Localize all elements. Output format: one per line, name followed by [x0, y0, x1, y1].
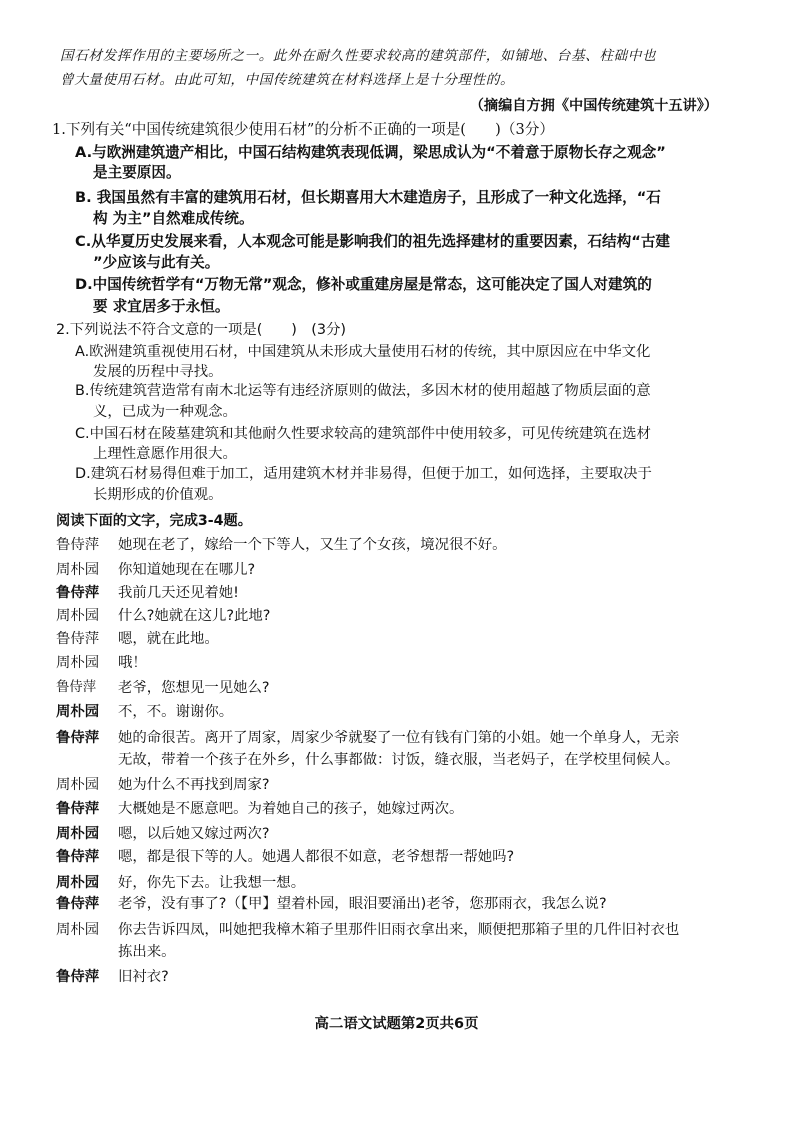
dialogue-line: 嗯，都是很下等的人。她遇人都很不如意，老爷想帮一帮她吗? [118, 849, 515, 865]
source-citation: （摘编自方拥《中国传统建筑十五讲》） [469, 98, 718, 114]
speaker-label: 周朴园 [56, 922, 100, 938]
question-2-option-d: 长期形成的价值观。 [93, 487, 223, 503]
speaker-label: 鲁侍萍 [56, 849, 100, 865]
dialogue-line: 不，不。谢谢你。 [118, 704, 234, 720]
speaker-label: 鲁侍萍 [56, 631, 100, 647]
question-1-option-a: 是主要原因。 [93, 164, 181, 181]
speaker-label: 鲁侍萍 [56, 680, 97, 695]
dialogue-line: 她的命很苦。离开了周家，周家少爷就娶了一位有钱有门第的小姐。她一个单身人，无亲 [118, 730, 680, 746]
dialogue-line: 什么?她就在这儿?此地? [118, 608, 271, 624]
dialogue-line: 无故，带着一个孩子在外乡，什么事都做：讨饭，缝衣服，当老妈子，在学校里伺候人。 [118, 752, 680, 768]
speaker-label: 鲁侍萍 [56, 537, 100, 553]
question-2-option-b: B.传统建筑营造常有南木北运等有违经济原则的做法，多因木材的使用超越了物质层面的意 [75, 383, 651, 399]
question-2-option-c: 上理性意愿作用很大。 [93, 446, 237, 462]
speaker-label: 鲁侍萍 [56, 896, 100, 912]
speaker-label: 周朴园 [56, 704, 100, 720]
question-2-option-c: C.中国石材在陵墓建筑和其他耐久性要求较高的建筑部件中使用较多，可见传统建筑在选材 [75, 426, 651, 442]
speaker-label: 周朴园 [56, 875, 100, 891]
speaker-label: 鲁侍萍 [56, 969, 100, 985]
question-1-option-c: C.从华夏历史发展来看，人本观念可能是影响我们的祖先选择建材的重要因素，石结构“古建 [75, 233, 671, 250]
question-1-option-d: 要 求宜居多于永恒。 [93, 298, 230, 315]
dialogue-line: 你知道她现在在哪儿? [118, 562, 256, 578]
question-1-stem: 1.下列有关“中国传统建筑很少使用石材”的分析不正确的一项是( )（3分） [52, 121, 554, 138]
dialogue-line: 哦！ [118, 655, 147, 671]
dialogue-line: 她现在老了，嫁给一个下等人，又生了个女孩，境况很不好。 [118, 537, 507, 553]
dialogue-line: 旧衬衣? [118, 969, 169, 985]
speaker-label: 周朴园 [56, 777, 100, 793]
question-1-option-b: B. 我国虽然有丰富的建筑用石材，但长期喜用大木建造房子，且形成了一种文化选择，“石 [75, 189, 661, 206]
speaker-label: 周朴园 [56, 608, 100, 624]
question-2-option-a: 发展的历程中寻找。 [93, 364, 223, 380]
question-2-option-d: D.建筑石材易得但难于加工，适用建筑木材并非易得，但便于加工，如何选择，主要取决于 [75, 466, 652, 482]
dialogue-line: 好，你先下去。让我想一想。 [118, 875, 306, 891]
dialogue-line: 嗯，以后她又嫁过两次? [118, 826, 270, 842]
question-1-option-d: D.中国传统哲学有“万物无常”观念，修补或重建房屋是常态，这可能决定了国人对建筑的 [75, 276, 652, 293]
dialogue-line: 拣出来。 [118, 944, 176, 960]
question-1-option-c: ”少应该与此有关。 [93, 254, 220, 271]
page-footer: 高二语文试题第2页共6页 [314, 1016, 479, 1032]
dialogue-line: 大概她是不愿意吧。为着她自己的孩子，她嫁过两次。 [118, 801, 464, 817]
question-1-option-b: 构 为主”自然难成传统。 [93, 210, 254, 227]
question-2-option-b: 义，已成为一种观念。 [93, 404, 237, 420]
dialogue-line: 嗯，就在此地。 [118, 631, 219, 647]
speaker-label: 鲁侍萍 [56, 730, 100, 746]
passage-line: 曾大量使用石材。由此可知，中国传统建筑在材料选择上是十分理性的。 [60, 72, 515, 88]
dialogue-line: 我前几天还见着她! [118, 585, 239, 601]
dialogue-line: 你去告诉四凤，叫她把我樟木箱子里那件旧雨衣拿出来，顺便把那箱子里的几件旧衬衣也 [118, 922, 680, 938]
speaker-label: 鲁侍萍 [56, 585, 100, 601]
speaker-label: 鲁侍萍 [56, 801, 100, 817]
passage-line: 国石材发挥作用的主要场所之一。此外在耐久性要求较高的建筑部件，如铺地、台基、柱础中也 [60, 48, 657, 64]
dialogue-line: 她为什么不再找到周家? [118, 777, 270, 793]
speaker-label: 周朴园 [56, 655, 100, 671]
question-2-stem: 2.下列说法不符合文意的一项是( ) (3分) [56, 322, 346, 338]
reading-heading: 阅读下面的文字，完成3-4题。 [56, 513, 252, 529]
question-2-option-a: A.欧洲建筑重视使用石材，中国建筑从未形成大量使用石材的传统，其中原因应在中华文化 [75, 344, 651, 360]
question-1-option-a: A.与欧洲建筑遗产相比，中国石结构建筑表现低调，梁思成认为“不着意于原物长存之观念” [75, 144, 666, 161]
speaker-label: 周朴园 [56, 826, 100, 842]
speaker-label: 周朴园 [56, 562, 100, 578]
dialogue-line: 老爷，没有事了?（【甲】望着朴园，眼泪要涌出)老爷，您那雨衣，我怎么说? [118, 896, 607, 912]
dialogue-line: 老爷，您想见一见她么? [118, 680, 270, 696]
